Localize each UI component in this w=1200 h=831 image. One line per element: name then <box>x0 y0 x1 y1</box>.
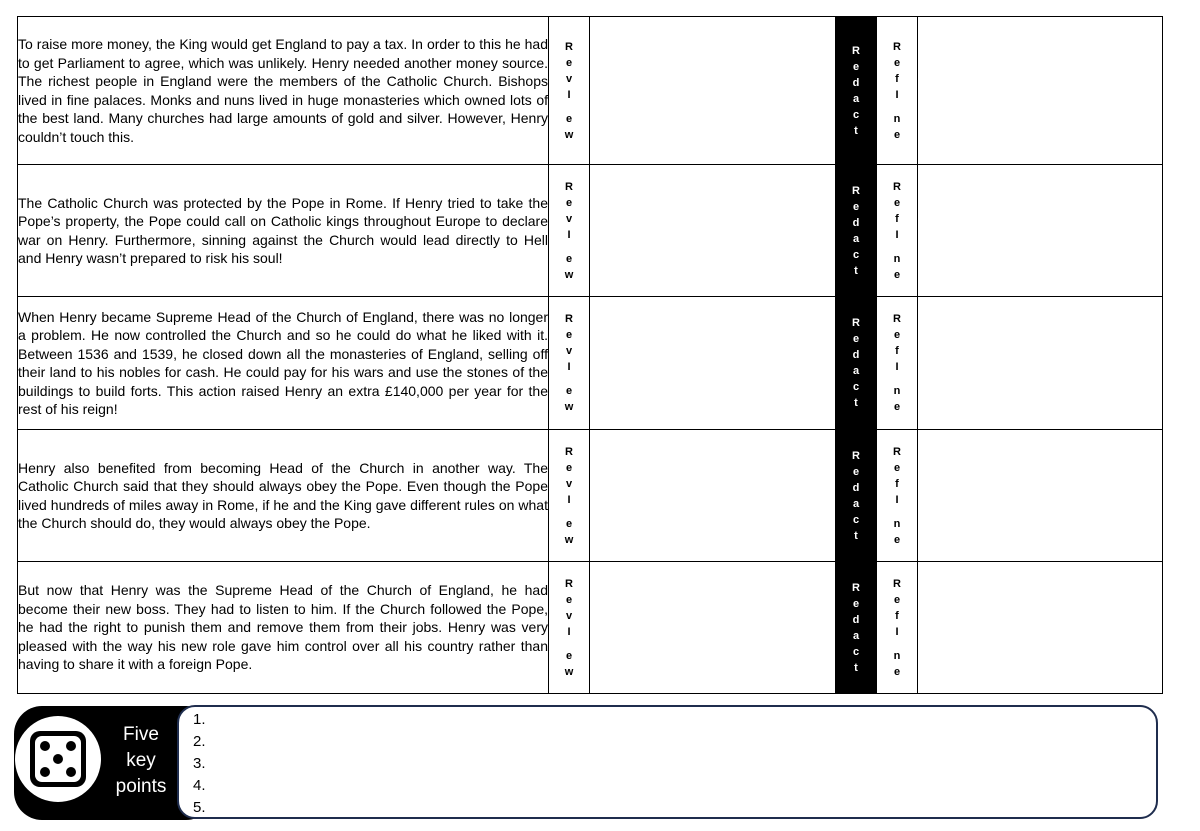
letter: w <box>564 128 574 141</box>
letter: I <box>895 625 899 638</box>
letter-gap <box>549 640 589 648</box>
refine-answer-box[interactable] <box>918 165 1163 297</box>
label-line: points <box>115 776 167 797</box>
dice-dot <box>66 741 76 751</box>
key-points-label <box>100 722 182 800</box>
letter: R <box>852 184 860 197</box>
letter: I <box>895 228 899 241</box>
dice-dot <box>66 767 76 777</box>
letter: R <box>565 445 573 458</box>
letter: e <box>893 196 901 209</box>
review-letters <box>549 444 589 548</box>
review-answer-box[interactable] <box>590 430 836 562</box>
letter: e <box>893 401 901 413</box>
letter: e <box>893 329 901 341</box>
redact-letters <box>836 580 876 676</box>
letter: I <box>567 625 571 638</box>
letter: e <box>893 128 901 141</box>
letter: I <box>895 88 899 101</box>
letter: n <box>893 252 901 265</box>
refine-answer-box[interactable] <box>918 17 1163 165</box>
review-answer-box[interactable] <box>590 562 836 694</box>
letter: d <box>852 481 860 494</box>
label-line: Five <box>123 724 159 745</box>
letter: e <box>852 465 860 478</box>
refine-label <box>877 430 918 562</box>
dice-dot <box>53 754 63 764</box>
letter: e <box>565 593 573 606</box>
key-point-item[interactable]: 2. <box>193 733 206 750</box>
passage-text: But now that Henry was the Supreme Head of the Church of England, he had become their new boss. They had to listen to him. If the Church followed the Pope, he had the right to punish them and remove them from their jobs. Henry was very pleased with the way his new role gave him control over all his country rather than having to share it with a foreign Pope. <box>18 562 549 694</box>
letter: v <box>565 609 573 622</box>
redact-letters <box>836 315 876 411</box>
letter: n <box>893 385 901 397</box>
letter: e <box>565 517 573 530</box>
refine-letters <box>877 444 917 548</box>
refine-letters <box>877 311 917 415</box>
letter: I <box>895 361 899 373</box>
letter: e <box>852 597 860 610</box>
review-label <box>549 297 590 430</box>
letter: R <box>893 313 901 325</box>
letter: n <box>893 517 901 530</box>
letter: d <box>852 349 860 361</box>
letter: e <box>893 268 901 281</box>
letter-gap <box>877 103 917 111</box>
letter: c <box>852 381 860 393</box>
letter: e <box>893 533 901 546</box>
letter: t <box>854 661 858 674</box>
letter: v <box>565 477 573 490</box>
redact-label <box>836 165 877 297</box>
key-point-item[interactable]: 5. <box>193 799 206 816</box>
letter: e <box>565 329 573 341</box>
refine-letters <box>877 39 917 143</box>
refine-answer-box[interactable] <box>918 430 1163 562</box>
letter: e <box>852 60 860 73</box>
table-row <box>18 165 1163 297</box>
letter: t <box>854 264 858 277</box>
letter: e <box>893 461 901 474</box>
passage-text: To raise more money, the King would get England to pay a tax. In order to this he had to get Parliament to agree, which was unlikely. Henry needed another money source. The richest people in England were the members of the Catholic Church. Bishops lived in fine palaces. Monks and nuns lived in huge monasteries which owned lots of the best land. Many churches had large amounts of gold and silver. However, Henry couldn’t touch this. <box>18 17 549 165</box>
table-row <box>18 430 1163 562</box>
passage-text: The Catholic Church was protected by the Pope in Rome. If Henry tried to take the Pope’s property, the Pope could call on Catholic kings throughout Europe to declare war on Henry. Furthermore, sinning against the Church would lead directly to Hell and Henry wasn’t prepared to risk his soul! <box>18 165 549 297</box>
letter: a <box>852 365 860 377</box>
letter: R <box>852 581 860 594</box>
letter: e <box>565 385 573 397</box>
letter-gap <box>549 103 589 111</box>
letter: R <box>565 180 573 193</box>
key-point-item[interactable]: 3. <box>193 755 206 772</box>
letter: a <box>852 232 860 245</box>
letter-gap <box>549 508 589 516</box>
letter-gap <box>549 375 589 383</box>
letter: c <box>852 645 860 658</box>
letter-gap <box>877 508 917 516</box>
refine-answer-box[interactable] <box>918 562 1163 694</box>
letter: e <box>565 649 573 662</box>
letter: w <box>564 268 574 281</box>
dice-face <box>35 736 81 782</box>
letter-gap <box>877 640 917 648</box>
letter: w <box>564 533 574 546</box>
letter: d <box>852 613 860 626</box>
table-row <box>18 297 1163 430</box>
letter: I <box>567 493 571 506</box>
letter: I <box>567 88 571 101</box>
redact-label <box>836 562 877 694</box>
key-points-list <box>179 707 1156 819</box>
letter-gap <box>549 243 589 251</box>
dice-dot <box>40 741 50 751</box>
letter-gap <box>877 243 917 251</box>
review-letters <box>549 179 589 283</box>
letter: d <box>852 216 860 229</box>
letter: f <box>895 212 899 225</box>
redact-letters <box>836 183 876 279</box>
letter: d <box>852 76 860 89</box>
letter: e <box>565 461 573 474</box>
letter: a <box>852 629 860 642</box>
review-answer-box[interactable] <box>590 297 836 430</box>
passage-text: Henry also benefited from becoming Head of the Church in another way. The Catholic Church said that they should always obey the Pope. Even though the Pope lived hundreds of miles away in Rome, if he and the King gave different rules on what the Church should do, they would always obey the Pope. <box>18 430 549 562</box>
review-letters <box>549 576 589 680</box>
redact-letters <box>836 448 876 544</box>
refine-answer-box[interactable] <box>918 297 1163 430</box>
refine-label <box>877 17 918 165</box>
refine-letters <box>877 179 917 283</box>
redact-label <box>836 297 877 430</box>
redact-letters <box>836 43 876 139</box>
letter: e <box>893 593 901 606</box>
letter: t <box>854 529 858 542</box>
review-answer-box[interactable] <box>590 17 836 165</box>
letter: R <box>852 449 860 462</box>
refine-letters <box>877 576 917 680</box>
review-label <box>549 430 590 562</box>
letter: R <box>852 317 860 329</box>
letter: I <box>895 493 899 506</box>
letter: I <box>567 361 571 373</box>
letter: c <box>852 108 860 121</box>
letter: v <box>565 345 573 357</box>
table-row <box>18 562 1163 694</box>
letter: e <box>565 196 573 209</box>
letter: c <box>852 513 860 526</box>
letter: f <box>895 345 899 357</box>
dice-icon <box>30 731 86 787</box>
letter: R <box>565 313 573 325</box>
review-label <box>549 17 590 165</box>
letter: t <box>854 124 858 137</box>
review-answer-box[interactable] <box>590 165 836 297</box>
key-point-item[interactable]: 4. <box>193 777 206 794</box>
letter: n <box>893 112 901 125</box>
letter: e <box>852 200 860 213</box>
review-label <box>549 165 590 297</box>
review-label <box>549 562 590 694</box>
letter: I <box>567 228 571 241</box>
letter: a <box>852 497 860 510</box>
refine-label <box>877 562 918 694</box>
redact-label <box>836 430 877 562</box>
letter: n <box>893 649 901 662</box>
letter: c <box>852 248 860 261</box>
letter: R <box>852 44 860 57</box>
refine-label <box>877 165 918 297</box>
passage-text: When Henry became Supreme Head of the Church of England, there was no longer a problem. He now controlled the Church and so he could do what he liked with it. Between 1536 and 1539, he closed down all the monasteries of England, selling off their land to his nobles for cash. He could pay for his wars and use the stones of the buildings to build forts. This action raised Henry an extra £140,000 per year for the rest of his reign! <box>18 297 549 430</box>
table-row <box>18 17 1163 165</box>
letter: R <box>565 40 573 53</box>
review-letters <box>549 39 589 143</box>
letter: f <box>895 72 899 85</box>
letter: R <box>893 577 901 590</box>
letter: e <box>893 665 901 678</box>
letter: e <box>565 252 573 265</box>
letter: f <box>895 477 899 490</box>
letter: e <box>852 333 860 345</box>
letter: e <box>893 56 901 69</box>
letter: R <box>893 180 901 193</box>
letter: t <box>854 397 858 409</box>
letter: v <box>565 212 573 225</box>
key-points-box[interactable] <box>177 705 1158 819</box>
review-redact-refine-table <box>17 16 1163 694</box>
letter: R <box>565 577 573 590</box>
key-point-item[interactable]: 1. <box>193 711 206 728</box>
dice-dot <box>40 767 50 777</box>
letter: R <box>893 445 901 458</box>
label-line: key <box>126 750 156 771</box>
letter: R <box>893 40 901 53</box>
letter: w <box>564 401 574 413</box>
redact-label <box>836 17 877 165</box>
refine-label <box>877 297 918 430</box>
letter: w <box>564 665 574 678</box>
letter: f <box>895 609 899 622</box>
review-letters <box>549 311 589 415</box>
letter: e <box>565 112 573 125</box>
letter-gap <box>877 375 917 383</box>
letter: a <box>852 92 860 105</box>
letter: v <box>565 72 573 85</box>
letter: e <box>565 56 573 69</box>
